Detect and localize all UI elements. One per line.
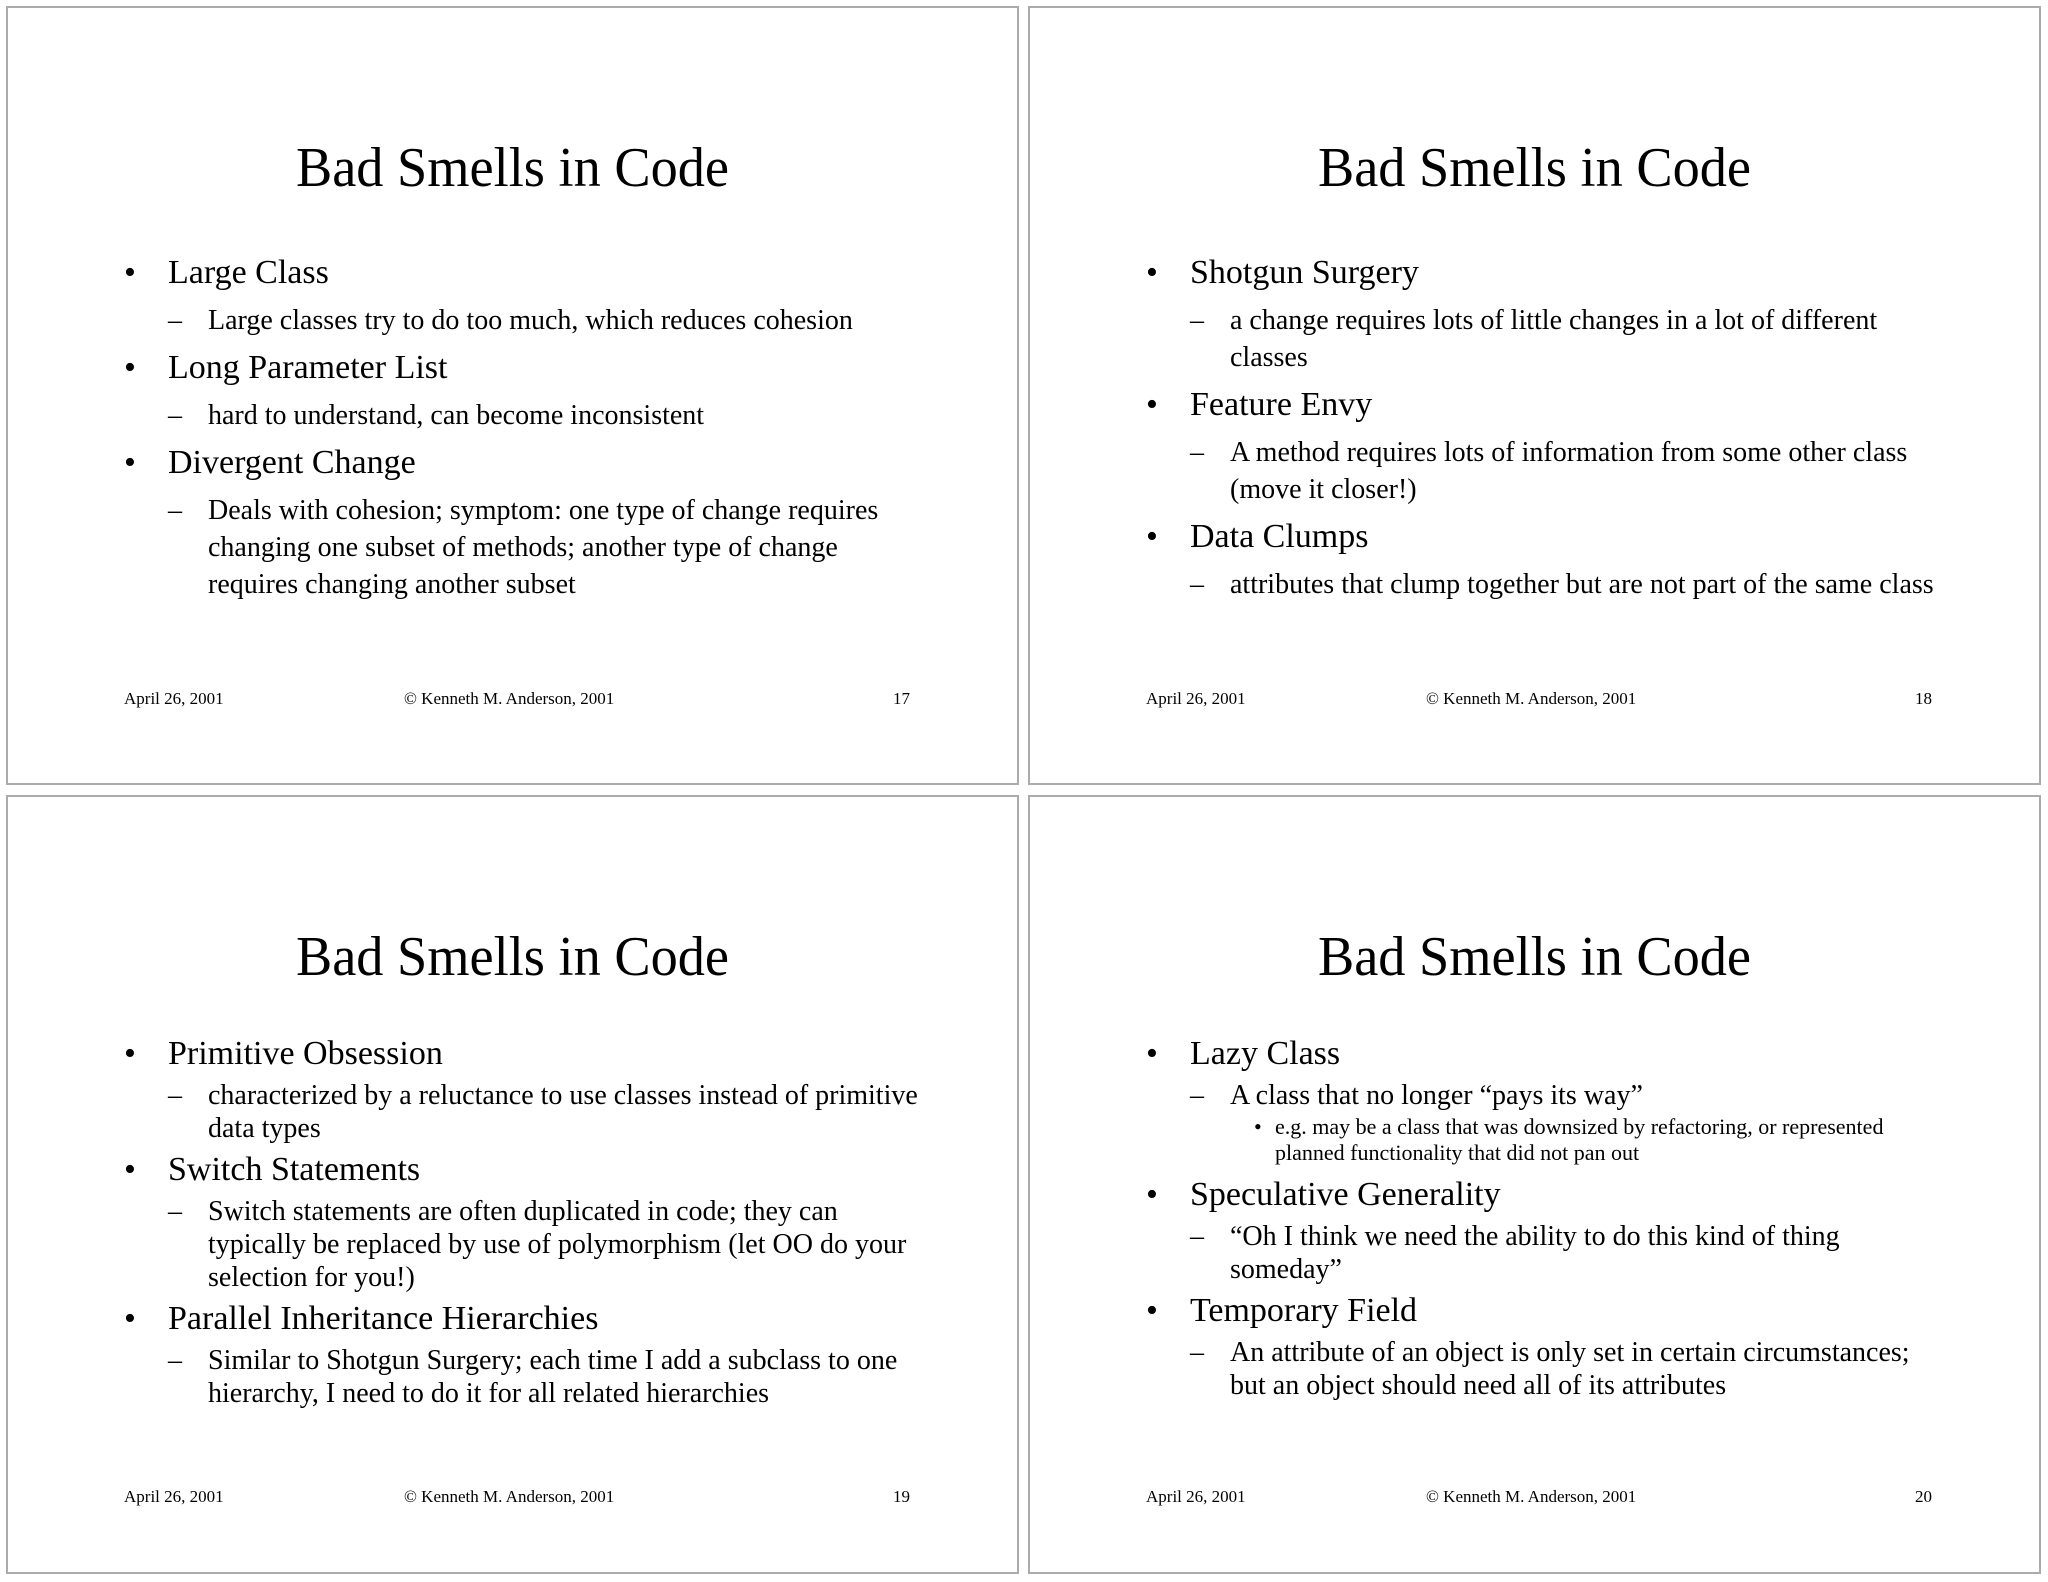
dash-icon: – [1190, 569, 1204, 600]
slide-title: Bad Smells in Code [1317, 137, 1752, 199]
bullet-icon: • [124, 349, 136, 386]
slide-17 [6, 6, 1019, 785]
sub-item: – A class that no longer “pays its way” [1190, 1080, 1643, 1111]
bullet-item: • Divergent Change [124, 444, 416, 481]
slide-20 [1028, 795, 2041, 1574]
dash-icon: – [1190, 1080, 1204, 1111]
slide-18 [1028, 6, 2041, 785]
footer-copyright: © Kenneth M. Anderson, 2001 [404, 1487, 615, 1506]
dash-icon: – [168, 305, 182, 336]
bullet-icon: • [124, 1035, 136, 1072]
sub-item: – Similar to Shotgun Surgery; each time I add a subclass to one hierarchy, I need to do it for all related hierarchies [168, 1345, 898, 1409]
slide-body [124, 1035, 924, 1416]
dash-icon: – [168, 1080, 182, 1111]
bullet-item: • Feature Envy [1146, 386, 1373, 423]
dash-icon: – [1190, 437, 1204, 468]
footer-date: April 26, 2001 [124, 689, 224, 708]
slide-title: Bad Smells in Code [295, 926, 730, 988]
slide-body [1146, 254, 1946, 613]
bullet-item: • Shotgun Surgery [1146, 254, 1419, 291]
dash-icon: – [168, 400, 182, 431]
slide-body [1146, 1035, 1946, 1408]
page-number: 19 [893, 1487, 910, 1506]
bullet-icon: • [124, 1151, 136, 1188]
bullet-item: • Temporary Field [1146, 1292, 1418, 1329]
bullet-icon: • [1254, 1114, 1262, 1139]
bullet-item: • Large Class [124, 254, 329, 291]
footer-copyright: © Kenneth M. Anderson, 2001 [1426, 1487, 1637, 1506]
slide-title: Bad Smells in Code [1317, 926, 1752, 988]
footer-date: April 26, 2001 [1146, 689, 1246, 708]
sub-item: – hard to understand, can become inconsistent [124, 397, 924, 434]
sub-item: – a change requires lots of little changes in a lot of different classes [1146, 302, 1946, 376]
dash-icon: – [168, 495, 182, 526]
bullet-item: • Switch Statements [124, 1151, 421, 1188]
sub-item: – characterized by a reluctance to use classes instead of primitive data types [168, 1080, 918, 1144]
bullet-icon: • [1146, 1035, 1158, 1072]
sub-item: – Large classes try to do too much, which reduces cohesion [124, 302, 924, 339]
slide-title: Bad Smells in Code [295, 137, 730, 199]
bullet-item: • Speculative Generality [1146, 1176, 1501, 1213]
bullet-item: • Lazy Class [1146, 1035, 1341, 1072]
sub-item: – attributes that clump together but are not part of the same class [1146, 566, 1946, 603]
footer-copyright: © Kenneth M. Anderson, 2001 [404, 689, 615, 708]
bullet-item: • Primitive Obsession [124, 1035, 443, 1072]
page-number: 20 [1915, 1487, 1932, 1506]
footer-date: April 26, 2001 [124, 1487, 224, 1506]
dash-icon: – [1190, 1221, 1204, 1252]
footer-date: April 26, 2001 [1146, 1487, 1246, 1506]
dash-icon: – [168, 1196, 182, 1227]
dash-icon: – [1190, 305, 1204, 336]
page-number: 18 [1915, 689, 1932, 708]
bullet-icon: • [1146, 254, 1158, 291]
bullet-item: • Data Clumps [1146, 518, 1369, 555]
bullet-item: • Parallel Inheritance Hierarchies [124, 1300, 599, 1337]
bullet-icon: • [1146, 386, 1158, 423]
slide-body [124, 254, 924, 613]
sub-sub-item: • e.g. may be a class that was downsized by refactoring, or represented planned functionality that did not pan out [1254, 1114, 1884, 1165]
bullet-icon: • [1146, 1176, 1158, 1213]
sub-item: – An attribute of an object is only set in certain circumstances; but an object should need all of its attributes [1190, 1337, 1910, 1401]
sub-item: – Deals with cohesion; symptom: one type of change requires changing one subset of methods; another type of change requires changing another subset [124, 492, 924, 603]
sub-item: – “Oh I think we need the ability to do this kind of thing someday” [1190, 1221, 1840, 1285]
dash-icon: – [1190, 1337, 1204, 1368]
dash-icon: – [168, 1345, 182, 1376]
sub-item: – Switch statements are often duplicated in code; they can typically be replaced by use of polymorphism (let OO do your selection for you!) [168, 1196, 907, 1293]
footer-copyright: © Kenneth M. Anderson, 2001 [1426, 689, 1637, 708]
slide-19 [6, 795, 1019, 1574]
bullet-item: • Long Parameter List [124, 349, 448, 386]
page-number: 17 [893, 689, 910, 708]
bullet-icon: • [1146, 518, 1158, 555]
bullet-icon: • [124, 444, 136, 481]
bullet-icon: • [1146, 1292, 1158, 1329]
bullet-icon: • [124, 1300, 136, 1337]
bullet-icon: • [124, 254, 136, 291]
sub-item: – A method requires lots of information from some other class (move it closer!) [1146, 434, 1946, 508]
